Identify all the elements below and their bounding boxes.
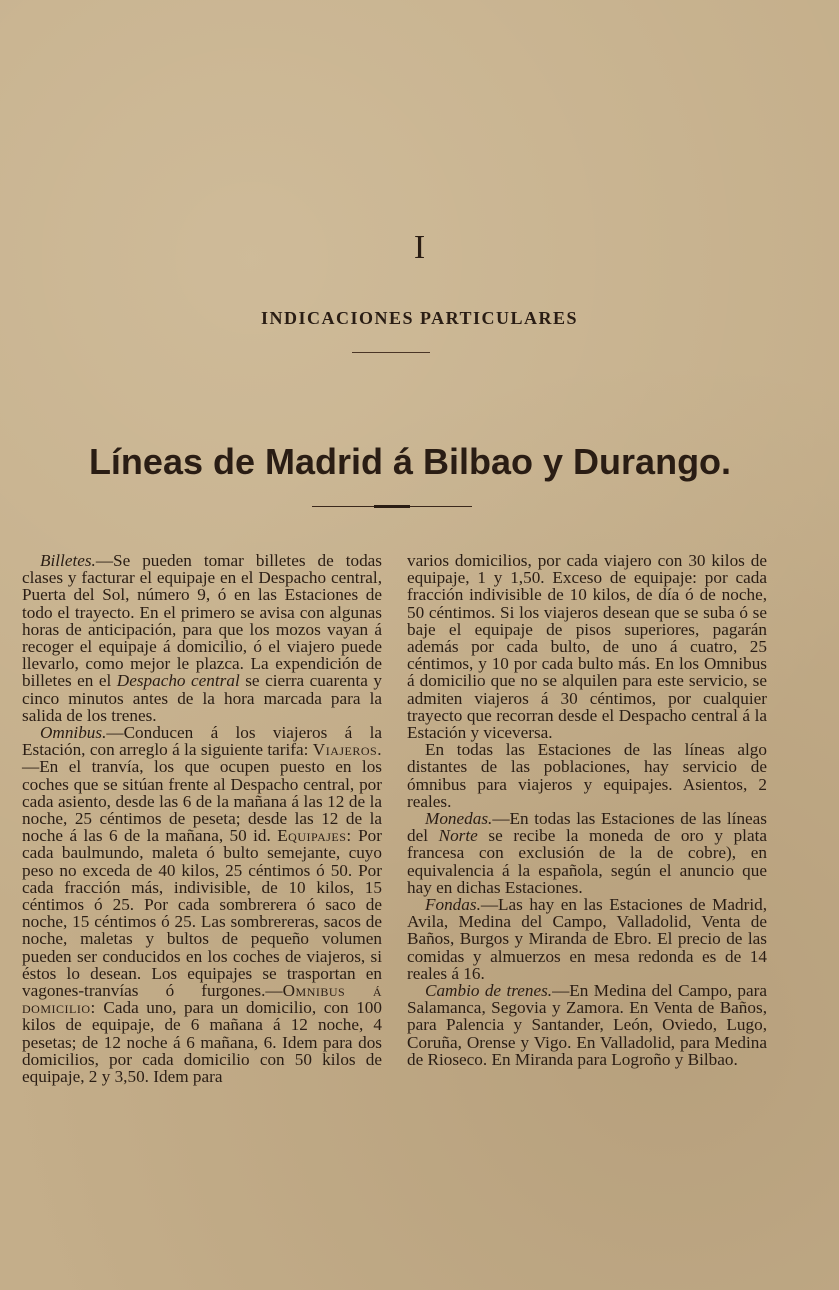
paragraph-estaciones: En todas las Estaciones de las líneas algo distantes de las poblaciones, hay servicio de ómnibus para viajeros y equipajes. Asientos, 2 reales.: [407, 740, 767, 811]
paragraph-lead: Billetes.: [40, 551, 96, 570]
paragraph-text: —Se pueden tomar billetes de todas clases y facturar el equipaje en el Despacho central, Puerta del Sol, número 9, ó en las Estaciones de todo el trayecto. En el primero se avisa con algunas horas de anticipación, para que los mozos vayan á recoger el equipaje á domicilio, ó el viajero puede llevarlo, como mejor le plazca. La expendición de billetes en el: [22, 551, 382, 691]
left-column: [22, 552, 382, 1085]
paragraph-text: se recibe la moneda de oro y plata francesa con exclusión de la de cobre), en equivalencia á la española, según el anuncio que hay en dichas Estaciones.: [407, 826, 767, 897]
ornamental-rule: [312, 505, 472, 508]
paragraph-text: —Las hay en las Estaciones de Madrid, Avila, Medina del Campo, Valladolid, Venta de Baños, Burgos y Miranda de Ebro. El precio de las comidas y almuerzos en mesa redonda es de 14 reales á 16.: [407, 895, 767, 983]
paragraph-fondas: [407, 896, 767, 982]
section-title: INDICACIONES PARTICULARES: [260, 308, 579, 328]
small-caps-heading: Viajeros.: [312, 740, 382, 760]
paragraph-omnibus: [22, 724, 382, 1085]
paragraph-text: —Conducen á los viajeros á la Estación, con arreglo á la siguiente tarifa:: [22, 723, 382, 760]
chapter-title: Líneas de Madrid á Bilbao y Durango.: [88, 441, 732, 482]
paragraph-emphasis: Despacho central: [116, 671, 240, 691]
paragraph-text: Por cada baulmundo, maleta ó bulto semejante, cuyo peso no exceda de 40 kilos, 25 céntimos ó 50. Por cada fracción más, indivisible, de 10 kilos, 15 céntimos ó 25. Por cada sombrerera ó saco de noche, 15 céntimos ó 25. Las sombrereras, sacos de noche, maletas y bultos de pequeño volumen pueden ser conducidos en los coches de viajeros, si éstos lo desean. Los equipajes se trasportan en vagones-tranvías ó furgones.—: [22, 826, 382, 1001]
paragraph-lead: Omnibus.: [40, 723, 107, 743]
paragraph-text: se cierra cuarenta y cinco minutos antes de la hora marcada para la salida de los trenes.: [22, 671, 382, 725]
paragraph-lead: Cambio de trenes.: [425, 981, 553, 1001]
paragraph-text: Cada uno, para un domicilio, con 100 kilos de equipaje, de 6 mañana á 12 noche, 4 pesetas; de 12 noche á 6 mañana, 6. Idem para dos domicilios, por cada domicilio con 50 kilos de equipaje, 2 y 3,50. Idem para: [22, 998, 382, 1087]
paragraph-continuation: varios domicilios, por cada viajero con 30 kilos de equipaje, 1 y 1,50. Exceso de equipaje: por cada fracción indivisible de 10 kilos, de día ó de noche, 50 céntimos. Si los viajeros desean que se suba ó se baje el equipaje de pisos superiores, pagarán además por cada bulto, de uno á cuatro, 25 céntimos, y 10 por cada bulto más. En los Omnibus á domicilio que no se alquilen para este servicio, se admiten viajeros á 30 céntimos, por cualquier trayecto que recorran desde el Despacho central á la Estación y viceversa.: [407, 551, 767, 743]
paragraph-lead: Fondas.: [425, 895, 481, 915]
paragraph-cambio-de-trenes: [407, 982, 767, 1068]
small-caps-heading: Equipajes:: [277, 826, 352, 846]
paragraph-text: —En el tranvía, los que ocupen puesto en los coches que se sitúan frente al Despacho central, por cada asiento, desde las 6 de la mañana á las 12 de la noche, 25 céntimos de peseta; desde las 12 de la noche á las 6 de la mañana, 50 id.: [22, 757, 382, 846]
paragraph-text: —En todas las Estaciones de las líneas del: [407, 809, 767, 846]
right-column: [407, 552, 767, 1068]
divider-rule: [352, 352, 430, 353]
paragraph-lead: Monedas.: [425, 809, 493, 829]
paragraph-text: —En Medina del Campo, para Salamanca, Segovia y Zamora. En Venta de Baños, para Palencia y Santander, León, Oviedo, Lugo, Coruña, Orense y Vigo. En Valladolid, para Medina de Rioseco. En Miranda para Logroño y Bilbao.: [407, 981, 767, 1069]
paragraph-emphasis: Norte: [438, 826, 478, 846]
paragraph-monedas: [407, 810, 767, 896]
small-caps-heading: Omnibus á domicilio:: [22, 981, 382, 1018]
paragraph-billetes: [22, 552, 382, 724]
section-number: I: [413, 229, 426, 266]
